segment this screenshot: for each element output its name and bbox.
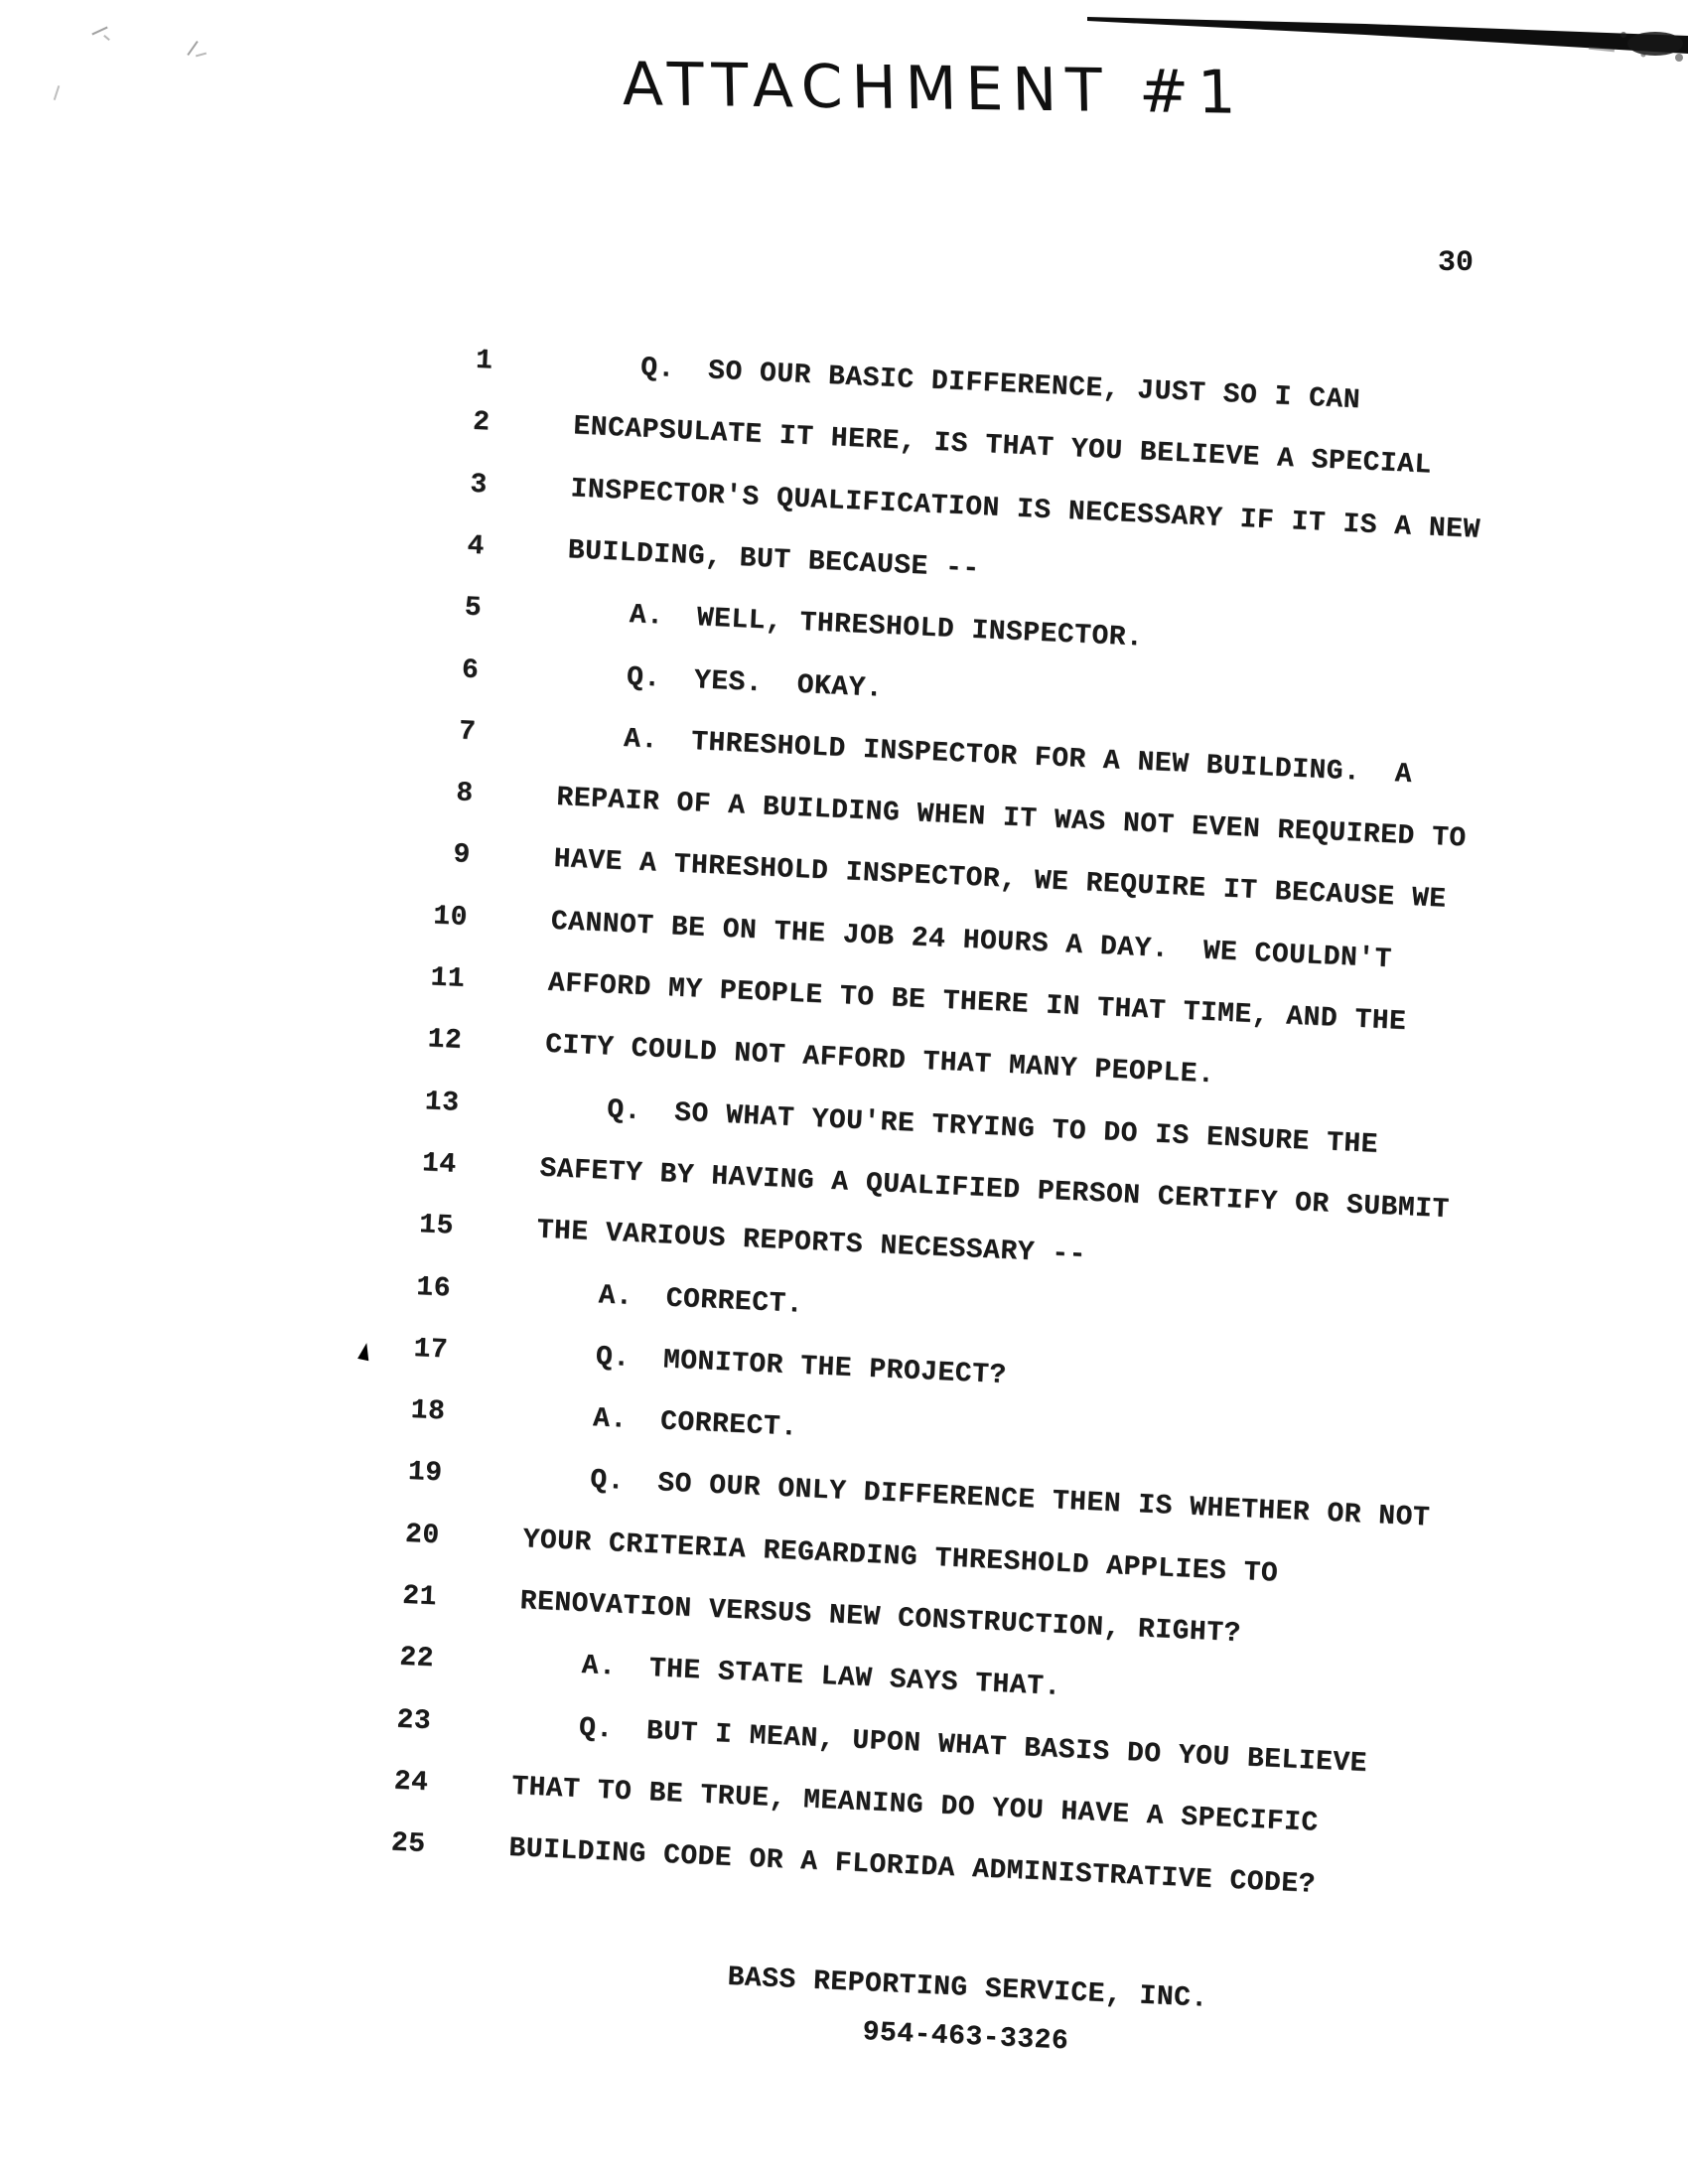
line-number: 13 [424, 1086, 461, 1119]
line-number: 9 [452, 839, 472, 872]
line-text: BUILDING CODE OR A FLORIDA ADMINISTRATIVE CODE? [507, 1833, 1317, 1901]
reporter-phone: 954-463-3326 [861, 2017, 1069, 2058]
speaker-label: A. [623, 723, 659, 757]
line-number: 4 [466, 530, 486, 563]
line-text: ENCAPSULATE IT HERE, IS THAT YOU BELIEVE A SPECIAL [572, 411, 1433, 482]
line-text: THRESHOLD INSPECTOR FOR A NEW BUILDING. A [690, 726, 1413, 791]
line-number: 14 [421, 1148, 458, 1181]
line-number: 17 [412, 1333, 449, 1367]
line-text: WELL, THRESHOLD INSPECTOR. [696, 603, 1144, 655]
line-text: THE VARIOUS REPORTS NECESSARY -- [535, 1215, 1087, 1271]
scan-speck [196, 53, 207, 58]
speaker-label: Q. [589, 1465, 626, 1499]
speaker-label: Q. [578, 1712, 615, 1746]
line-text: YES. OKAY. [693, 664, 884, 705]
speaker-label: Q. [606, 1094, 642, 1127]
line-number: 25 [390, 1827, 427, 1861]
reporter-footer [707, 1953, 1227, 2073]
line-number: 1 [475, 345, 494, 377]
line-text: AFFORD MY PEOPLE TO BE THERE IN THAT TIME, AND THE [547, 967, 1407, 1038]
page-number: 30 [1438, 246, 1475, 280]
line-text: BUILDING, BUT BECAUSE -- [567, 535, 981, 585]
line-text: BUT I MEAN, UPON WHAT BASIS DO YOU BELIEVE [645, 1715, 1368, 1780]
line-text: YOUR CRITERIA REGARDING THRESHOLD APPLIES TO [521, 1524, 1279, 1590]
line-text: CITY COULD NOT AFFORD THAT MANY PEOPLE. [544, 1029, 1215, 1092]
line-number: 8 [455, 778, 475, 810]
line-content [576, 352, 1361, 415]
scan-speck [91, 27, 107, 36]
line-text: SO OUR BASIC DIFFERENCE, JUST SO I CAN [707, 356, 1361, 417]
line-text: CORRECT. [659, 1406, 799, 1444]
line-number: 3 [469, 469, 489, 502]
scan-speck [103, 35, 110, 41]
line-number: 11 [429, 962, 466, 995]
line-number: 23 [395, 1704, 432, 1737]
line-text: THE STATE LAW SAYS THAT. [648, 1654, 1062, 1704]
line-text: REPAIR OF A BUILDING WHEN IT WAS NOT EVEN REQUIRED TO [555, 783, 1468, 855]
line-number: 21 [401, 1580, 438, 1614]
speaker-label: Q. [595, 1342, 632, 1375]
transcript-lines [365, 346, 1548, 1973]
speaker-label: A. [598, 1279, 634, 1313]
line-text: CORRECT. [665, 1282, 804, 1321]
line-text: SAFETY BY HAVING A QUALIFIED PERSON CERTIFY OR SUBMIT [538, 1153, 1451, 1227]
line-text: MONITOR THE PROJECT? [662, 1345, 1008, 1391]
speaker-label: A. [581, 1651, 618, 1683]
line-number: 22 [398, 1642, 435, 1675]
line-text: THAT TO BE TRUE, MEANING DO YOU HAVE A SPECIFIC [510, 1771, 1320, 1839]
margin-mark: ▲ [356, 1335, 374, 1365]
line-number: 16 [415, 1271, 452, 1305]
speaker-label: A. [629, 600, 665, 633]
line-number: 10 [432, 901, 469, 934]
speaker-label: A. [592, 1403, 629, 1436]
speaker-label: Q. [639, 353, 676, 385]
line-number: 20 [404, 1519, 441, 1552]
line-text: HAVE A THRESHOLD INSPECTOR, WE REQUIRE IT BECAUSE WE [552, 844, 1448, 917]
line-number: 19 [407, 1457, 444, 1490]
scan-speck [187, 41, 198, 56]
speaker-label: Q. [626, 661, 662, 695]
line-number: 5 [464, 592, 483, 625]
line-number: 18 [410, 1395, 446, 1428]
line-number: 6 [461, 654, 480, 686]
line-number: 24 [393, 1766, 430, 1799]
line-number: 12 [426, 1024, 463, 1058]
scan-speck [54, 85, 61, 100]
reporter-company: BASS REPORTING SERVICE, INC. [726, 1962, 1209, 2015]
line-number: 15 [418, 1210, 455, 1242]
line-text: CANNOT BE ON THE JOB 24 HOURS A DAY. WE COULDN'T [550, 906, 1393, 975]
line-number: 2 [472, 407, 492, 439]
handwritten-attachment-title: ATTACHMENT #1 [622, 50, 1246, 128]
line-text: SO WHAT YOU'RE TRYING TO DO IS ENSURE THE [673, 1097, 1379, 1161]
line-text: INSPECTOR'S QUALIFICATION IS NECESSARY IF IT IS A NEW [569, 473, 1481, 546]
line-number: 7 [458, 716, 478, 748]
line-text: SO OUR ONLY DIFFERENCE THEN IS WHETHER OR NOT [656, 1468, 1431, 1534]
line-text: RENOVATION VERSUS NEW CONSTRUCTION, RIGHT? [519, 1586, 1242, 1651]
